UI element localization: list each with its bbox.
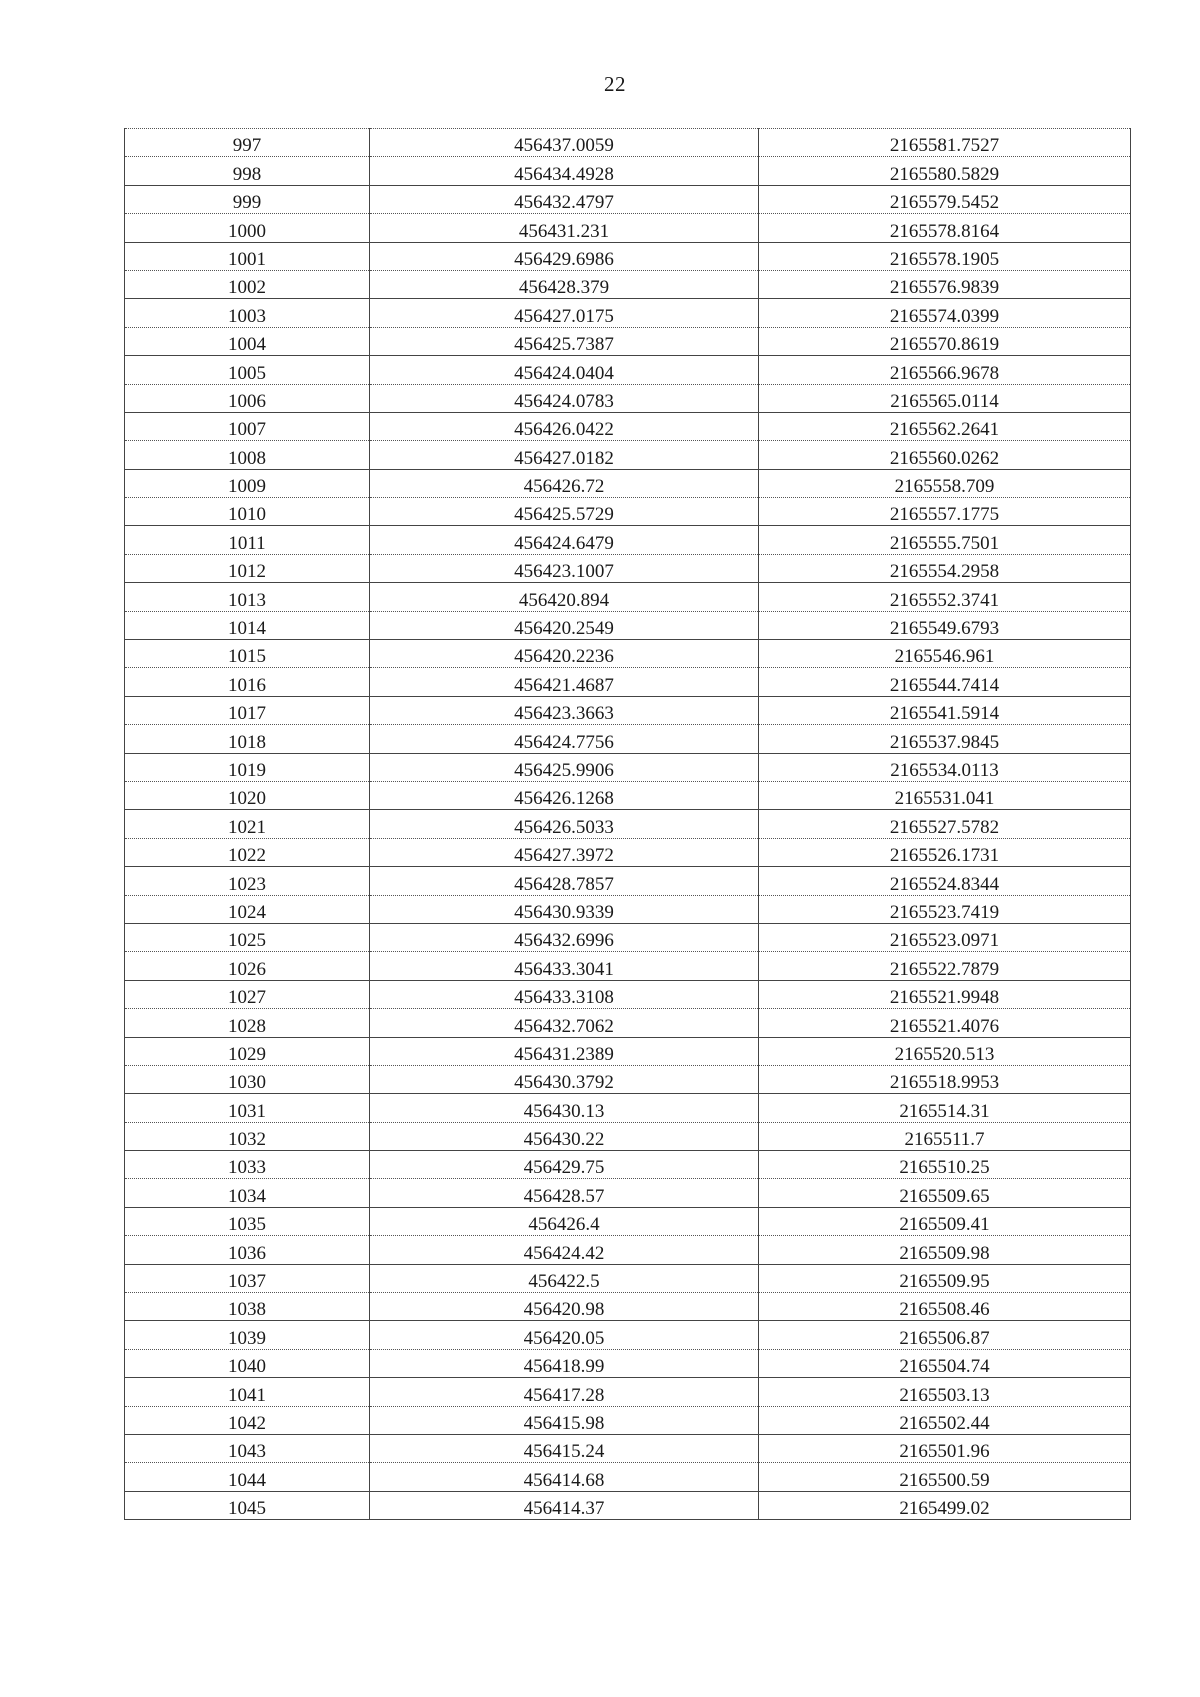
point-number-cell: 1029 xyxy=(125,1037,370,1065)
y-coordinate-cell: 2165541.5914 xyxy=(759,696,1131,724)
table-row xyxy=(125,611,1131,639)
y-coordinate-cell: 2165549.6793 xyxy=(759,611,1131,639)
point-number-cell: 1033 xyxy=(125,1151,370,1179)
x-coordinate-cell: 456430.3792 xyxy=(370,1065,759,1093)
table-row xyxy=(125,1293,1131,1321)
point-number-cell: 1030 xyxy=(125,1065,370,1093)
point-number-cell: 999 xyxy=(125,185,370,213)
y-coordinate-cell: 2165522.7879 xyxy=(759,952,1131,980)
y-coordinate-cell: 2165557.1775 xyxy=(759,498,1131,526)
y-coordinate-cell: 2165521.9948 xyxy=(759,980,1131,1008)
table-row xyxy=(125,1406,1131,1434)
point-number-cell: 1020 xyxy=(125,781,370,809)
x-coordinate-cell: 456426.0422 xyxy=(370,412,759,440)
x-coordinate-cell: 456434.4928 xyxy=(370,157,759,185)
y-coordinate-cell: 2165523.0971 xyxy=(759,923,1131,951)
y-coordinate-cell: 2165524.8344 xyxy=(759,867,1131,895)
table-row xyxy=(125,696,1131,724)
y-coordinate-cell: 2165509.41 xyxy=(759,1207,1131,1235)
table-row xyxy=(125,1321,1131,1349)
y-coordinate-cell: 2165579.5452 xyxy=(759,185,1131,213)
table-row xyxy=(125,1065,1131,1093)
table-row xyxy=(125,157,1131,185)
x-coordinate-cell: 456428.7857 xyxy=(370,867,759,895)
point-number-cell: 1000 xyxy=(125,214,370,242)
point-number-cell: 1017 xyxy=(125,696,370,724)
table-row xyxy=(125,1094,1131,1122)
y-coordinate-cell: 2165502.44 xyxy=(759,1406,1131,1434)
x-coordinate-cell: 456425.9906 xyxy=(370,753,759,781)
point-number-cell: 1045 xyxy=(125,1491,370,1519)
x-coordinate-cell: 456430.13 xyxy=(370,1094,759,1122)
x-coordinate-cell: 456420.2236 xyxy=(370,640,759,668)
x-coordinate-cell: 456415.24 xyxy=(370,1434,759,1462)
y-coordinate-cell: 2165566.9678 xyxy=(759,356,1131,384)
y-coordinate-cell: 2165558.709 xyxy=(759,469,1131,497)
table-row xyxy=(125,356,1131,384)
x-coordinate-cell: 456424.7756 xyxy=(370,725,759,753)
table-row xyxy=(125,1491,1131,1519)
point-number-cell: 1008 xyxy=(125,441,370,469)
x-coordinate-cell: 456430.22 xyxy=(370,1122,759,1150)
point-number-cell: 1031 xyxy=(125,1094,370,1122)
point-number-cell: 1005 xyxy=(125,356,370,384)
point-number-cell: 1013 xyxy=(125,583,370,611)
table-row xyxy=(125,867,1131,895)
table-row xyxy=(125,640,1131,668)
x-coordinate-cell: 456420.05 xyxy=(370,1321,759,1349)
table-row xyxy=(125,1037,1131,1065)
point-number-cell: 1014 xyxy=(125,611,370,639)
y-coordinate-cell: 2165531.041 xyxy=(759,781,1131,809)
x-coordinate-cell: 456429.6986 xyxy=(370,242,759,270)
point-number-cell: 1004 xyxy=(125,327,370,355)
x-coordinate-cell: 456425.5729 xyxy=(370,498,759,526)
x-coordinate-cell: 456424.42 xyxy=(370,1236,759,1264)
y-coordinate-cell: 2165514.31 xyxy=(759,1094,1131,1122)
x-coordinate-cell: 456427.0175 xyxy=(370,299,759,327)
table-row xyxy=(125,810,1131,838)
x-coordinate-cell: 456424.0404 xyxy=(370,356,759,384)
table-row xyxy=(125,441,1131,469)
point-number-cell: 998 xyxy=(125,157,370,185)
y-coordinate-cell: 2165527.5782 xyxy=(759,810,1131,838)
table-row xyxy=(125,1349,1131,1377)
point-number-cell: 1026 xyxy=(125,952,370,980)
point-number-cell: 1032 xyxy=(125,1122,370,1150)
table-row xyxy=(125,1179,1131,1207)
x-coordinate-cell: 456426.4 xyxy=(370,1207,759,1235)
table-row xyxy=(125,1151,1131,1179)
point-number-cell: 1010 xyxy=(125,498,370,526)
point-number-cell: 1019 xyxy=(125,753,370,781)
point-number-cell: 1012 xyxy=(125,554,370,582)
y-coordinate-cell: 2165509.95 xyxy=(759,1264,1131,1292)
point-number-cell: 1003 xyxy=(125,299,370,327)
coordinate-table-body xyxy=(125,129,1131,1520)
y-coordinate-cell: 2165504.74 xyxy=(759,1349,1131,1377)
x-coordinate-cell: 456417.28 xyxy=(370,1378,759,1406)
x-coordinate-cell: 456433.3108 xyxy=(370,980,759,1008)
x-coordinate-cell: 456432.4797 xyxy=(370,185,759,213)
x-coordinate-cell: 456432.6996 xyxy=(370,923,759,951)
x-coordinate-cell: 456426.1268 xyxy=(370,781,759,809)
table-row xyxy=(125,554,1131,582)
table-row xyxy=(125,327,1131,355)
table-row xyxy=(125,980,1131,1008)
table-row xyxy=(125,1009,1131,1037)
point-number-cell: 1015 xyxy=(125,640,370,668)
table-row xyxy=(125,242,1131,270)
y-coordinate-cell: 2165581.7527 xyxy=(759,129,1131,157)
x-coordinate-cell: 456432.7062 xyxy=(370,1009,759,1037)
x-coordinate-cell: 456431.2389 xyxy=(370,1037,759,1065)
y-coordinate-cell: 2165509.98 xyxy=(759,1236,1131,1264)
point-number-cell: 1035 xyxy=(125,1207,370,1235)
y-coordinate-cell: 2165511.7 xyxy=(759,1122,1131,1150)
point-number-cell: 1022 xyxy=(125,838,370,866)
x-coordinate-cell: 456429.75 xyxy=(370,1151,759,1179)
table-row xyxy=(125,583,1131,611)
y-coordinate-cell: 2165508.46 xyxy=(759,1293,1131,1321)
y-coordinate-cell: 2165523.7419 xyxy=(759,895,1131,923)
page-number: 22 xyxy=(604,72,626,96)
x-coordinate-cell: 456428.379 xyxy=(370,270,759,298)
table-row xyxy=(125,299,1131,327)
table-row xyxy=(125,1236,1131,1264)
point-number-cell: 1037 xyxy=(125,1264,370,1292)
y-coordinate-cell: 2165576.9839 xyxy=(759,270,1131,298)
y-coordinate-cell: 2165510.25 xyxy=(759,1151,1131,1179)
y-coordinate-cell: 2165570.8619 xyxy=(759,327,1131,355)
point-number-cell: 1028 xyxy=(125,1009,370,1037)
point-number-cell: 1025 xyxy=(125,923,370,951)
y-coordinate-cell: 2165521.4076 xyxy=(759,1009,1131,1037)
coordinate-table xyxy=(124,128,1131,1520)
x-coordinate-cell: 456421.4687 xyxy=(370,668,759,696)
point-number-cell: 1042 xyxy=(125,1406,370,1434)
y-coordinate-cell: 2165537.9845 xyxy=(759,725,1131,753)
point-number-cell: 1011 xyxy=(125,526,370,554)
table-row xyxy=(125,1378,1131,1406)
x-coordinate-cell: 456426.72 xyxy=(370,469,759,497)
table-row xyxy=(125,1122,1131,1150)
x-coordinate-cell: 456427.0182 xyxy=(370,441,759,469)
x-coordinate-cell: 456420.894 xyxy=(370,583,759,611)
x-coordinate-cell: 456425.7387 xyxy=(370,327,759,355)
table-row xyxy=(125,1207,1131,1235)
x-coordinate-cell: 456414.68 xyxy=(370,1463,759,1491)
point-number-cell: 1039 xyxy=(125,1321,370,1349)
x-coordinate-cell: 456433.3041 xyxy=(370,952,759,980)
table-row xyxy=(125,895,1131,923)
table-row xyxy=(125,129,1131,157)
x-coordinate-cell: 456420.98 xyxy=(370,1293,759,1321)
point-number-cell: 1007 xyxy=(125,412,370,440)
table-row xyxy=(125,498,1131,526)
x-coordinate-cell: 456423.3663 xyxy=(370,696,759,724)
x-coordinate-cell: 456424.6479 xyxy=(370,526,759,554)
table-row xyxy=(125,1264,1131,1292)
point-number-cell: 1027 xyxy=(125,980,370,1008)
y-coordinate-cell: 2165554.2958 xyxy=(759,554,1131,582)
point-number-cell: 1002 xyxy=(125,270,370,298)
point-number-cell: 997 xyxy=(125,129,370,157)
y-coordinate-cell: 2165578.1905 xyxy=(759,242,1131,270)
table-row xyxy=(125,1463,1131,1491)
x-coordinate-cell: 456424.0783 xyxy=(370,384,759,412)
table-row xyxy=(125,270,1131,298)
x-coordinate-cell: 456428.57 xyxy=(370,1179,759,1207)
y-coordinate-cell: 2165509.65 xyxy=(759,1179,1131,1207)
y-coordinate-cell: 2165562.2641 xyxy=(759,412,1131,440)
point-number-cell: 1001 xyxy=(125,242,370,270)
point-number-cell: 1024 xyxy=(125,895,370,923)
table-row xyxy=(125,838,1131,866)
x-coordinate-cell: 456414.37 xyxy=(370,1491,759,1519)
x-coordinate-cell: 456427.3972 xyxy=(370,838,759,866)
table-row xyxy=(125,412,1131,440)
y-coordinate-cell: 2165552.3741 xyxy=(759,583,1131,611)
point-number-cell: 1018 xyxy=(125,725,370,753)
x-coordinate-cell: 456426.5033 xyxy=(370,810,759,838)
x-coordinate-cell: 456430.9339 xyxy=(370,895,759,923)
point-number-cell: 1009 xyxy=(125,469,370,497)
x-coordinate-cell: 456420.2549 xyxy=(370,611,759,639)
y-coordinate-cell: 2165578.8164 xyxy=(759,214,1131,242)
y-coordinate-cell: 2165503.13 xyxy=(759,1378,1131,1406)
table-row xyxy=(125,952,1131,980)
x-coordinate-cell: 456415.98 xyxy=(370,1406,759,1434)
x-coordinate-cell: 456423.1007 xyxy=(370,554,759,582)
table-row xyxy=(125,214,1131,242)
point-number-cell: 1023 xyxy=(125,867,370,895)
point-number-cell: 1044 xyxy=(125,1463,370,1491)
y-coordinate-cell: 2165544.7414 xyxy=(759,668,1131,696)
y-coordinate-cell: 2165501.96 xyxy=(759,1434,1131,1462)
y-coordinate-cell: 2165506.87 xyxy=(759,1321,1131,1349)
point-number-cell: 1038 xyxy=(125,1293,370,1321)
table-row xyxy=(125,384,1131,412)
y-coordinate-cell: 2165555.7501 xyxy=(759,526,1131,554)
table-row xyxy=(125,668,1131,696)
point-number-cell: 1006 xyxy=(125,384,370,412)
point-number-cell: 1041 xyxy=(125,1378,370,1406)
y-coordinate-cell: 2165534.0113 xyxy=(759,753,1131,781)
table-row xyxy=(125,1434,1131,1462)
table-row xyxy=(125,185,1131,213)
y-coordinate-cell: 2165520.513 xyxy=(759,1037,1131,1065)
table-row xyxy=(125,526,1131,554)
point-number-cell: 1043 xyxy=(125,1434,370,1462)
y-coordinate-cell: 2165574.0399 xyxy=(759,299,1131,327)
table-row xyxy=(125,781,1131,809)
point-number-cell: 1036 xyxy=(125,1236,370,1264)
table-row xyxy=(125,923,1131,951)
point-number-cell: 1021 xyxy=(125,810,370,838)
table-row xyxy=(125,725,1131,753)
y-coordinate-cell: 2165500.59 xyxy=(759,1463,1131,1491)
y-coordinate-cell: 2165560.0262 xyxy=(759,441,1131,469)
point-number-cell: 1040 xyxy=(125,1349,370,1377)
y-coordinate-cell: 2165546.961 xyxy=(759,640,1131,668)
table-row xyxy=(125,469,1131,497)
y-coordinate-cell: 2165580.5829 xyxy=(759,157,1131,185)
point-number-cell: 1016 xyxy=(125,668,370,696)
point-number-cell: 1034 xyxy=(125,1179,370,1207)
y-coordinate-cell: 2165499.02 xyxy=(759,1491,1131,1519)
x-coordinate-cell: 456431.231 xyxy=(370,214,759,242)
x-coordinate-cell: 456437.0059 xyxy=(370,129,759,157)
y-coordinate-cell: 2165565.0114 xyxy=(759,384,1131,412)
x-coordinate-cell: 456418.99 xyxy=(370,1349,759,1377)
table-row xyxy=(125,753,1131,781)
x-coordinate-cell: 456422.5 xyxy=(370,1264,759,1292)
y-coordinate-cell: 2165526.1731 xyxy=(759,838,1131,866)
y-coordinate-cell: 2165518.9953 xyxy=(759,1065,1131,1093)
